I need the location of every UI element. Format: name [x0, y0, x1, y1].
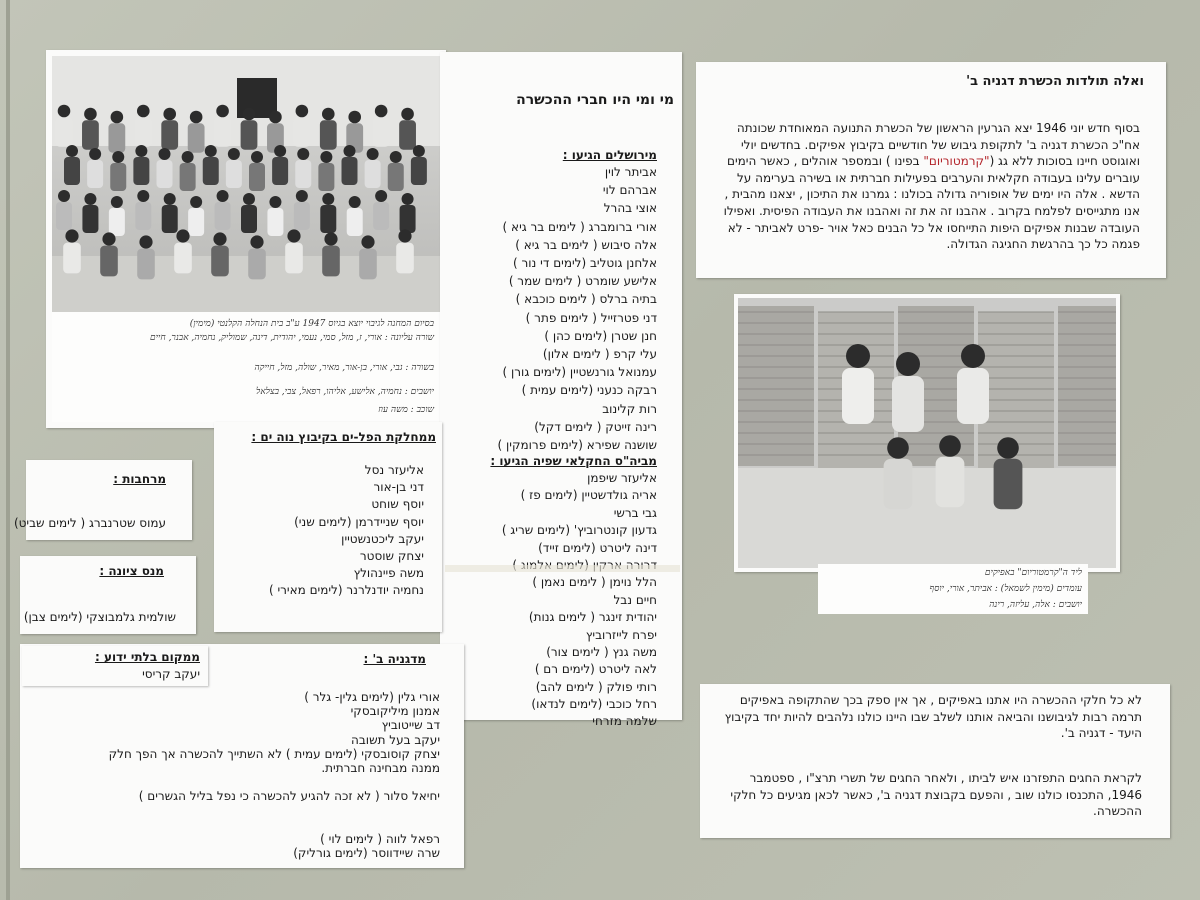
history-text-start: בסוף חדש יוני 1946 יצא הגרעין הראשון של הכשרת התנועה המאוחדת שכונתה אח"כ הכשרת דגניה ב' לתקופת גיבוש של חודשיים בקיבוץ אפיקים. בחדשים יולי ואוגוסט חיינו בסוכות ללא גג ( — [736, 121, 1140, 169]
member-name: שרה שיידווסר (לימים גורליק) — [293, 846, 440, 861]
history-title: ואלה תולדות הכשרת דגניה ב' — [966, 74, 1144, 89]
member-name: שושנה שפירא (לימים פרומקין ) — [497, 438, 657, 453]
member-name: חיים נבל — [613, 592, 657, 607]
member-name: רותי פולק ( לימים להב) — [535, 679, 657, 694]
nes-tziona-member-list — [6, 609, 176, 626]
members-sheet — [440, 52, 682, 729]
member-name: ממנה מבחינה חברתית. — [321, 761, 440, 776]
member-name: יצחק שוסטר — [359, 549, 424, 564]
small-photo — [738, 298, 1116, 568]
history-highlight: "קרמטוריום" — [923, 154, 990, 169]
member-name: אמנון מיליקובסקי — [350, 704, 440, 719]
member-name: נחמיה יודנלרנר (לימים מאירי ) — [268, 583, 424, 598]
member-name — [20, 818, 440, 832]
caption-line: בשורה : גבי, אורי, בן-אור, מאיר, שולה, מזל, חייקה — [254, 363, 434, 373]
closing-sheet — [700, 684, 1170, 838]
member-name: הלל נוימן ( לימים נאמן ) — [532, 575, 657, 590]
member-name — [20, 775, 440, 789]
member-name: אליעזר נסל — [364, 463, 424, 477]
member-name: יצחק קוסובסקי (לימים עמית ) לא השתייך להכשרה אך הפך חלק — [108, 746, 440, 761]
nes-tziona-title: מנס ציונה : — [99, 564, 164, 578]
member-name: אורי ברומברג ( לימים בר גיא ) — [502, 219, 657, 234]
member-name: דני בן-אור — [373, 480, 424, 495]
member-name: רינה זייטק ( לימים דקל) — [534, 419, 657, 434]
caption-line: בסיום המחנה לגיבוי יוצא בגיוס 1947 ע"ב בית הנחלה הקלנטי (מימין) — [189, 319, 434, 329]
member-name: דב שייטוביץ — [381, 718, 440, 733]
member-name: לאה ליטרט (לימים רם ) — [534, 662, 657, 677]
closing-paragraph-1: לא כל חלקי ההכשרה היו אתנו באפיקים , אך אין ספק בכך שהתקופה באפיקים תרמה רבות לגיבושנו והביאה אותנו לשלב שבו היינו כולנו נלהבים להיות יחד בקיבוץ היעד - דגניה ב'. — [724, 693, 1142, 741]
jerusalem-title: מירושלים הגיעו : — [562, 148, 657, 162]
shfeya-more-member-list — [447, 627, 657, 730]
members-title: מי ומי היו חברי ההכשרה — [516, 92, 674, 108]
jerusalem-member-list — [447, 163, 657, 454]
group-photo — [52, 56, 442, 312]
palmach-sheet — [214, 422, 442, 632]
member-name: יפרח לייזרוביץ — [585, 628, 657, 642]
nes-tziona-sheet — [20, 556, 196, 634]
member-name: אברהם לוי — [602, 183, 657, 198]
member-name: יוסף שוחט — [371, 497, 424, 512]
member-name: אליעזר שיפמן — [587, 471, 657, 485]
merhavot-title: מרחבות : — [113, 472, 166, 486]
member-name: אוצי בהרל — [603, 201, 657, 216]
member-name: דינה ליטרט (לימים זייד) — [538, 540, 657, 555]
member-name: עמנואל גורנשטיין (לימים גורן ) — [502, 365, 657, 380]
member-name: אורי גלין (לימים גלין- גלר ) — [304, 690, 440, 704]
member-name: יעקב בעל תשובה — [351, 732, 440, 747]
member-name: יעקב ליכטנשטיין — [341, 531, 424, 546]
degania-title: מדגניה ב' : — [363, 652, 426, 666]
member-name: יעקב קריסי — [142, 667, 200, 681]
member-name: בתיה ברלס ( לימים כוכבא ) — [515, 292, 657, 307]
tape-strip — [445, 565, 680, 572]
member-name: אלחנן גוטליב (לימים די נור ) — [512, 256, 657, 271]
member-name: שלמה מזרחי — [592, 714, 657, 729]
merhavot-sheet — [13, 460, 192, 540]
member-name: יוסף שניידרמן (לימים שני) — [294, 514, 424, 529]
caption-line: שורה עליונה : אורי, ז, מזל, סמי, נעמי, יהודית, דינה, שמוליק, נחמיה, אבנר, חיים — [150, 333, 434, 343]
degania-member-list — [20, 690, 440, 860]
member-name: משה גנץ ( לימים צור) — [546, 645, 657, 660]
caption-line: ליד ה"קרמטוריום" באפיקים — [984, 568, 1082, 578]
member-name: אלישע שומרט ( לימים שמר ) — [508, 274, 657, 289]
palmach-member-list — [224, 462, 424, 600]
caption-line: עומדים (מימין לשמאל) : אביתר, אורי, יוסף — [929, 584, 1082, 594]
member-name — [20, 804, 440, 818]
unknown-origin-member-list — [30, 666, 200, 683]
shfeya-title: מביה"ס החקלאי שפיה הגיעו : — [490, 454, 657, 468]
member-name: עמוס שטרנברג ( לימים שביט) — [13, 516, 166, 530]
member-name: גבי ברשי — [613, 505, 657, 520]
member-name: יהודית זינגר ( לימים גנות) — [528, 610, 657, 625]
member-name: גדעון קונטרוביץ' (לימים שריג ) — [501, 523, 657, 538]
member-name: אריה גולדשטיין (לימים פז ) — [520, 488, 657, 503]
member-name: שולמית גלמבוצקי (לימים צבן) — [23, 610, 176, 624]
caption-small-photo — [818, 564, 1088, 614]
caption-line: יושבים : אלה, עליזה, רינה — [989, 600, 1082, 610]
member-name: אלה סיבוש ( לימים בר גיא ) — [515, 237, 657, 252]
member-name: אביתר לוין — [604, 165, 657, 179]
history-paragraph — [722, 120, 1140, 253]
closing-paragraph-2: לקראת החגים התפזרנו איש לביתו , ולאחר החגים של תשרי תרצ"ו , ספטמבר 1946, התכנסו כולנו שוב , והפעם בקבוצת דגניה ב', כאשר לכאן מגיעים כל חלקי ההכשרה. — [730, 771, 1142, 819]
member-name: עלי קרפ ( לימים אלון) — [542, 347, 657, 362]
member-name: רות קלינוב — [602, 401, 657, 416]
merhavot-member-list — [6, 515, 166, 532]
member-name: רבקה כנעני (לימים עמית ) — [521, 383, 657, 398]
member-name: דני פטרזייל ( לימים פתר ) — [525, 310, 657, 325]
caption-line: יושבים : נחמיה, אלישע, אליהו, רפאל, צבי, בצלאל — [256, 387, 434, 397]
member-name: יחיאל סלור ( לא זכה להגיע להכשרה כי נפל בליל הגשרים ) — [138, 789, 440, 804]
history-text-end: בפינו ) ובמספר אוהלים , כאשר הימים עוברים עלינו בעבודה חקלאית והערבים בפעילות חברתית או בשירה בערימה על הדשא . אלה היו ימים של אופוריה גדולה בכולנו : גמרנו את התיכון , יצאנו מהבית , אנו מתגייסים לפלמח בקרוב . אהבנו זה את זה ואהבנו את העבודה הפיסית. ואפילו העובדה שבנות אפיקים היפות התייחסו אל כל הבנים כאל אויר -פרט לאביתר - לא פגמה כל כך בהרגשת החגיגה הגדולה. — [723, 154, 1140, 252]
member-name: משה פיינהולץ — [353, 566, 424, 581]
unknown-origin-sheet — [22, 646, 208, 686]
caption-group-photo — [52, 312, 442, 422]
shfeya-member-list — [447, 470, 657, 627]
member-name: רפאל לווה ( לימים לוי ) — [320, 832, 440, 847]
member-name: חנן שטרן (לימים כהן ) — [544, 328, 657, 343]
caption-line: שוכב : משה עוז — [378, 405, 434, 415]
palmach-title: ממחלקת הפל-ים בקיבוץ נוה ים : — [251, 430, 436, 444]
member-name: רחל כוכבי (לימים לנדאו) — [531, 696, 657, 711]
unknown-origin-title: ממקום בלתי ידוע : — [94, 650, 200, 664]
history-sheet — [696, 62, 1166, 278]
